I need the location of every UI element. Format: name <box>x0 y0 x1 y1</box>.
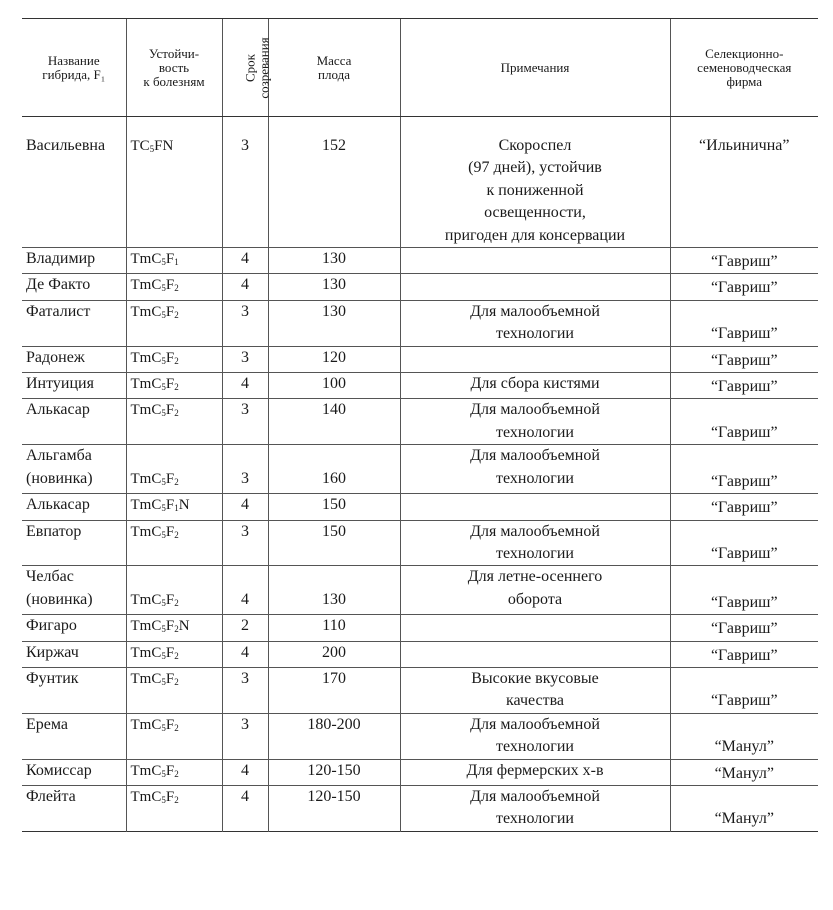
fruit-mass-text: 140 <box>322 401 346 419</box>
notes-line: технологии <box>496 810 574 828</box>
resistance-code <box>126 641 222 667</box>
header-notes: Примечания <box>400 19 670 117</box>
hybrid-name-line: Фаталист <box>26 302 91 320</box>
notes-line: технологии <box>496 738 574 756</box>
seed-firm: “Гавриш” <box>670 494 818 520</box>
hybrid-name <box>22 346 126 372</box>
resistance-code <box>126 713 222 759</box>
table-row <box>22 399 818 445</box>
hybrid-name <box>22 117 126 248</box>
resistance-code-text: $TmC_5F_2$ <box>130 376 179 393</box>
hybrid-name <box>22 713 126 759</box>
resistance-code <box>126 248 222 274</box>
fruit-mass <box>268 300 400 346</box>
fruit-mass <box>268 248 400 274</box>
hybrid-name <box>22 274 126 300</box>
resistance-code <box>126 274 222 300</box>
notes-line: Высокие вкусовые <box>471 669 599 687</box>
table-row <box>22 346 818 372</box>
hybrid-name <box>22 300 126 346</box>
resistance-code <box>126 759 222 785</box>
seed-firm: “Гавриш” <box>670 274 818 300</box>
maturity-term <box>222 785 268 831</box>
hybrid-name-line: Альгамба <box>26 447 92 465</box>
fruit-mass <box>268 615 400 641</box>
resistance-code-text: $TmC_5F_2$ <box>130 670 179 687</box>
maturity-term <box>222 274 268 300</box>
hybrid-name-line: Евпатор <box>26 522 82 540</box>
hybrid-name-line: Алькасар <box>26 496 90 514</box>
notes-line: Для сбора кистями <box>470 375 600 393</box>
table-row <box>22 117 818 248</box>
resistance-code <box>126 667 222 713</box>
resistance-code <box>126 300 222 346</box>
hybrid-name-line: Радонеж <box>26 348 85 366</box>
fruit-mass-text: 130 <box>322 276 346 294</box>
notes-line: технологии <box>496 469 574 487</box>
hybrid-name-line: Интуиция <box>26 375 94 393</box>
notes-line: пригоден для консервации <box>444 226 626 244</box>
notes <box>400 494 670 520</box>
notes-line: технологии <box>496 423 574 441</box>
notes-line: Для летне-осеннего <box>467 568 603 586</box>
notes-line: освещенности, <box>484 204 586 222</box>
seed-firm: “Гавриш” <box>670 615 818 641</box>
maturity-term <box>222 713 268 759</box>
seed-firm: “Гавриш” <box>670 248 818 274</box>
fruit-mass <box>268 785 400 831</box>
fruit-mass-text: 120 <box>322 348 346 366</box>
fruit-mass <box>268 641 400 667</box>
notes-line: Для малообъемной <box>470 522 600 540</box>
resistance-code-text: $TmC_5F_2$ <box>130 470 179 487</box>
table-row <box>22 641 818 667</box>
seed-firm: “Гавриш” <box>670 346 818 372</box>
hybrid-name-line: (новинка) <box>26 590 93 608</box>
seed-firm: “Ильинична” <box>670 117 818 248</box>
fruit-mass-text: 120-150 <box>307 787 361 805</box>
seed-firm: “Гавриш” <box>670 300 818 346</box>
hybrid-name-line: Де Факто <box>26 276 91 294</box>
maturity-term <box>222 445 268 494</box>
notes-line: технологии <box>496 544 574 562</box>
resistance-code <box>126 117 222 248</box>
notes <box>400 117 670 248</box>
fruit-mass-text: 130 <box>322 302 346 320</box>
resistance-code-text: $TmC_5F_1N$ <box>130 497 190 514</box>
hybrid-name <box>22 248 126 274</box>
resistance-code <box>126 346 222 372</box>
resistance-code-text: $TmC_5F_2$ <box>130 591 179 608</box>
resistance-code <box>126 566 222 615</box>
hybrid-name-line: Фунтик <box>26 669 79 687</box>
fruit-mass-text: 170 <box>322 669 346 687</box>
table-row <box>22 713 818 759</box>
maturity-term <box>222 117 268 248</box>
maturity-term-text: 3 <box>241 401 249 419</box>
resistance-code <box>126 373 222 399</box>
maturity-term-text: 3 <box>241 348 249 366</box>
table-row <box>22 274 818 300</box>
fruit-mass <box>268 346 400 372</box>
maturity-term-text: 2 <box>241 617 249 635</box>
resistance-code <box>126 445 222 494</box>
seed-firm: “Гавриш” <box>670 373 818 399</box>
hybrid-name-line: Киржач <box>26 643 79 661</box>
hybrids-table <box>22 18 818 832</box>
resistance-code-text: $TmC_5F_2$ <box>130 303 179 320</box>
notes-line: Для малообъемной <box>470 401 600 419</box>
resistance-code-text: $TmC_5F_2$ <box>130 349 179 366</box>
notes-line: к пониженной <box>486 181 584 199</box>
fruit-mass <box>268 713 400 759</box>
maturity-term <box>222 615 268 641</box>
table-row <box>22 445 818 494</box>
fruit-mass <box>268 566 400 615</box>
header-name: Название гибрида, F₁ <box>22 19 126 117</box>
fruit-mass-text: 130 <box>322 590 346 608</box>
hybrid-name-line: (новинка) <box>26 469 93 487</box>
table-row <box>22 300 818 346</box>
maturity-term <box>222 641 268 667</box>
maturity-term-text: 4 <box>241 643 249 661</box>
fruit-mass-text: 130 <box>322 250 346 268</box>
maturity-term <box>222 399 268 445</box>
notes <box>400 399 670 445</box>
resistance-code <box>126 785 222 831</box>
header-mass: Масса плода <box>268 19 400 117</box>
notes <box>400 300 670 346</box>
fruit-mass-text: 180-200 <box>307 715 361 733</box>
table-row <box>22 785 818 831</box>
notes <box>400 445 670 494</box>
table-row <box>22 759 818 785</box>
notes-line: Для малообъемной <box>470 302 600 320</box>
notes <box>400 641 670 667</box>
notes-line: Для фермерских х-в <box>466 761 604 779</box>
fruit-mass-text: 160 <box>322 469 346 487</box>
fruit-mass <box>268 667 400 713</box>
hybrid-name <box>22 494 126 520</box>
notes <box>400 713 670 759</box>
notes-line: технологии <box>496 325 574 343</box>
maturity-term-text: 4 <box>241 787 249 805</box>
notes-line: оборота <box>507 590 563 608</box>
maturity-term-text: 4 <box>241 375 249 393</box>
fruit-mass <box>268 399 400 445</box>
maturity-term <box>222 566 268 615</box>
hybrid-name-line: Владимир <box>26 250 96 268</box>
hybrid-name <box>22 373 126 399</box>
table-body <box>22 117 818 832</box>
hybrid-name <box>22 667 126 713</box>
notes <box>400 520 670 566</box>
table-row <box>22 373 818 399</box>
hybrid-name-line: Ерема <box>26 715 68 733</box>
maturity-term-text: 4 <box>241 496 249 514</box>
maturity-term <box>222 667 268 713</box>
maturity-term-text: 4 <box>241 250 249 268</box>
table-row <box>22 520 818 566</box>
seed-firm: “Гавриш” <box>670 641 818 667</box>
hybrid-name <box>22 759 126 785</box>
fruit-mass-text: 150 <box>322 522 346 540</box>
fruit-mass <box>268 445 400 494</box>
resistance-code-text: $TmC_5F_2$ <box>130 277 179 294</box>
fruit-mass-text: 200 <box>322 643 346 661</box>
resistance-code-text: $TmC_5F_2$ <box>130 762 179 779</box>
notes-line: (97 дней), устойчив <box>468 159 602 177</box>
seed-firm: “Гавриш” <box>670 520 818 566</box>
notes <box>400 274 670 300</box>
maturity-term-text: 3 <box>241 302 249 320</box>
maturity-term <box>222 248 268 274</box>
table-row <box>22 494 818 520</box>
hybrid-name <box>22 399 126 445</box>
maturity-term-text: 4 <box>241 276 249 294</box>
fruit-mass <box>268 494 400 520</box>
fruit-mass-text: 110 <box>322 617 346 635</box>
hybrid-name-line: Челбас <box>26 568 74 586</box>
notes <box>400 759 670 785</box>
maturity-term <box>222 520 268 566</box>
fruit-mass-text: 150 <box>322 496 346 514</box>
maturity-term <box>222 494 268 520</box>
header-firm: Селекционно- семеноводческая фирма <box>670 19 818 117</box>
maturity-term-text: 4 <box>241 590 249 608</box>
table-row <box>22 667 818 713</box>
seed-firm: “Манул” <box>670 759 818 785</box>
notes-line: Скороспел <box>498 137 572 154</box>
resistance-code-text: $TC_5FN$ <box>130 138 174 154</box>
hybrid-name-line: Флейта <box>26 787 76 805</box>
fruit-mass <box>268 520 400 566</box>
resistance-code-text: $TmC_5F_2$ <box>130 523 179 540</box>
fruit-mass <box>268 759 400 785</box>
seed-firm: “Манул” <box>670 785 818 831</box>
notes-line: Для малообъемной <box>470 715 600 733</box>
fruit-mass-text: 152 <box>322 137 346 154</box>
hybrid-name-line: Фигаро <box>26 617 77 635</box>
resistance-code-text: $TmC_5F_2$ <box>130 716 179 733</box>
hybrid-name-line: Васильевна <box>26 137 106 154</box>
maturity-term-text: 3 <box>241 715 249 733</box>
maturity-term <box>222 759 268 785</box>
table-header <box>22 19 818 117</box>
resistance-code-text: $TmC_5F_2$ <box>130 644 179 661</box>
hybrid-name <box>22 615 126 641</box>
notes <box>400 615 670 641</box>
seed-firm: “Гавриш” <box>670 399 818 445</box>
resistance-code-text: $TmC_5F_1$ <box>130 251 179 268</box>
notes <box>400 785 670 831</box>
fruit-mass-text: 120-150 <box>307 761 361 779</box>
notes-line: Для малообъемной <box>470 447 600 465</box>
hybrid-name <box>22 641 126 667</box>
seed-firm: “Гавриш” <box>670 667 818 713</box>
table-row <box>22 615 818 641</box>
maturity-term <box>222 373 268 399</box>
maturity-term-text: 3 <box>241 469 249 487</box>
notes <box>400 667 670 713</box>
hybrid-name <box>22 520 126 566</box>
notes <box>400 566 670 615</box>
resistance-code <box>126 494 222 520</box>
table-row <box>22 566 818 615</box>
notes-line: качества <box>505 692 565 710</box>
seed-firm: “Манул” <box>670 713 818 759</box>
maturity-term-text: 3 <box>241 137 249 154</box>
hybrid-name-line: Алькасар <box>26 401 90 419</box>
fruit-mass-text: 100 <box>322 375 346 393</box>
resistance-code-text: $TmC_5F_2N$ <box>130 618 190 635</box>
hybrid-name <box>22 785 126 831</box>
notes <box>400 373 670 399</box>
maturity-term-text: 3 <box>241 522 249 540</box>
fruit-mass <box>268 274 400 300</box>
table-row <box>22 248 818 274</box>
hybrid-name-line: Комиссар <box>26 761 92 779</box>
maturity-term-text: 3 <box>241 669 249 687</box>
fruit-mass <box>268 373 400 399</box>
resistance-code-text: $TmC_5F_2$ <box>130 788 179 805</box>
resistance-code <box>126 399 222 445</box>
maturity-term-text: 4 <box>241 761 249 779</box>
seed-firm: “Гавриш” <box>670 445 818 494</box>
notes <box>400 248 670 274</box>
maturity-term <box>222 346 268 372</box>
maturity-term <box>222 300 268 346</box>
notes-line: Для малообъемной <box>470 787 600 805</box>
notes <box>400 346 670 372</box>
hybrid-name <box>22 445 126 494</box>
hybrid-name <box>22 566 126 615</box>
resistance-code <box>126 520 222 566</box>
seed-firm: “Гавриш” <box>670 566 818 615</box>
header-maturity: Срок созревания <box>222 19 268 117</box>
resistance-code <box>126 615 222 641</box>
header-resistance: Устойчи- вость к болезням <box>126 19 222 117</box>
fruit-mass <box>268 117 400 248</box>
resistance-code-text: $TmC_5F_2$ <box>130 402 179 419</box>
